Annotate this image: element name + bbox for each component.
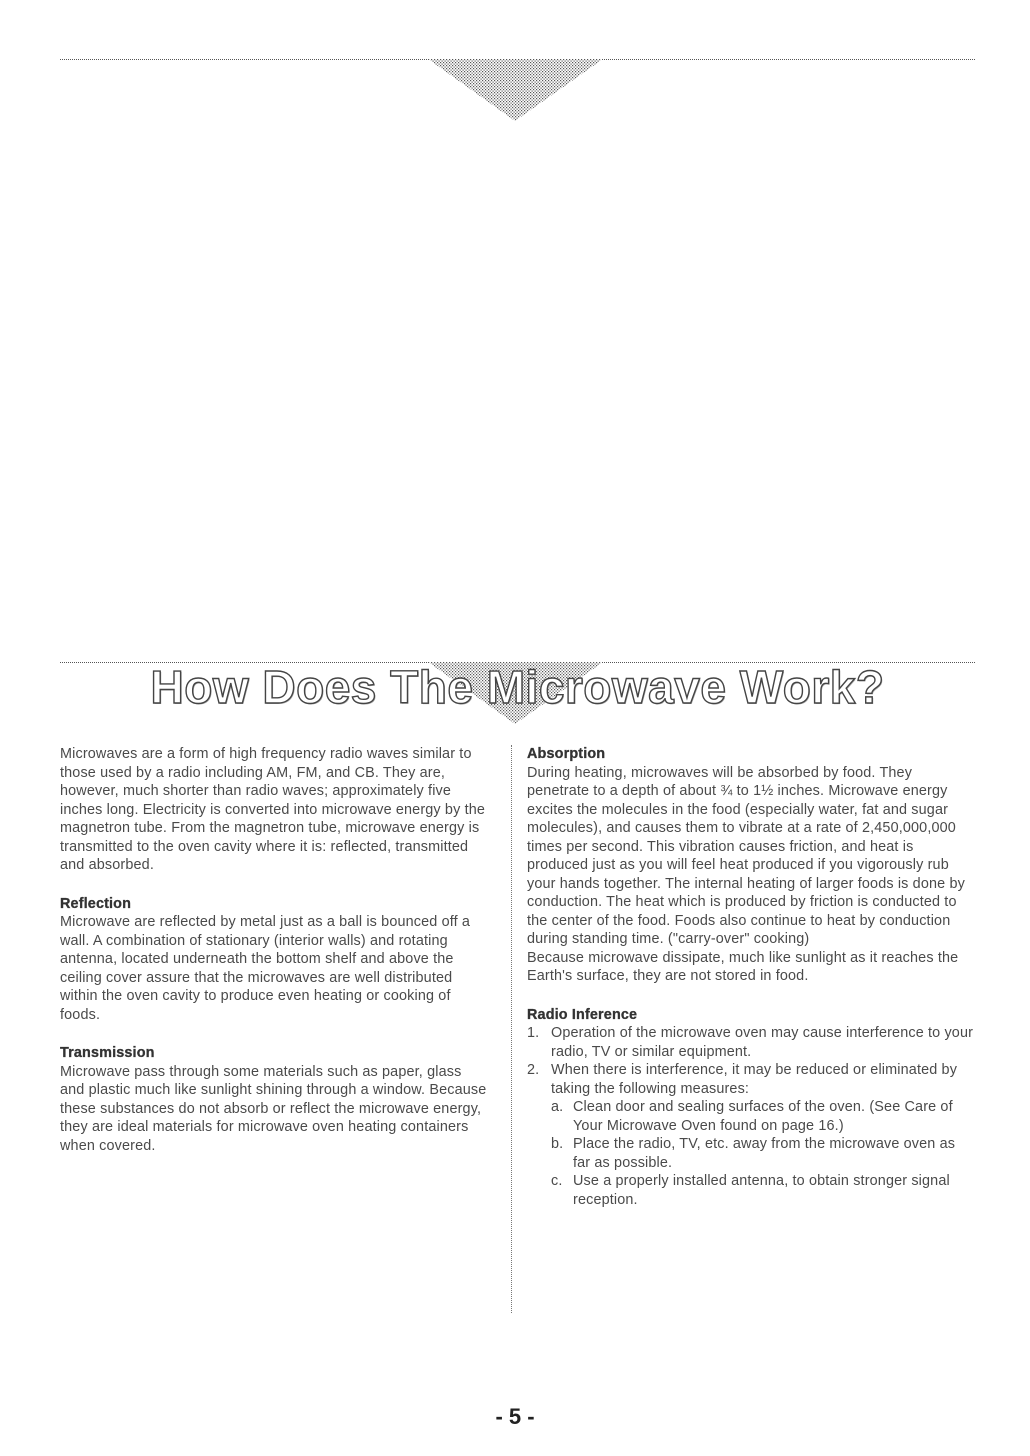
absorption-paragraph-2: Because microwave dissipate, much like sunlight as it reaches the Earth's surface, they are not stored in food. — [527, 949, 959, 984]
absorption-paragraph: During heating, microwaves will be absorbed by food. They penetrate to a depth of about ¾ to 1½ inches. Microwave energy excites the molecules in the food (especially water, fat and sugar molecules), and causes them to vibrate at a rate of 2,450,000,000 times per second. This vibration causes friction, and heat is produced just as you will feel heat produced if you vigorously rub your hands together. The internal heating of larger foods is done by conduction. The heat which is produced by friction is conducted to the center of the food. Foods also continue to heat by conduction during standing time. ("carry-over" cooking) — [527, 764, 965, 947]
intro-paragraph: Microwaves are a form of high frequency radio waves similar to those used by a radio including AM, FM, and CB. They are, however, much shorter than radio waves; approximately five inches long. Electricity is converted into microwave energy by the magnetron tube. From the magnetron tube, microwave energy is transmitted to the oven cavity where it is: reflected, transmitted and absorbed. — [60, 746, 486, 873]
list-item: 1. Operation of the microwave oven may cause interference to your radio, TV or similar equipment. — [527, 1025, 974, 1060]
reflection-paragraph: Microwave are reflected by metal just as a ball is bounced off a wall. A combination of stationary (interior walls) and rotating antenna, located underneath the bottom shelf and above the ceiling cover assure that the microwaves are well distributed within the oven cavity to produce even heating or cooking of foods. — [60, 914, 471, 1023]
left-column — [60, 745, 488, 1155]
radio-inference-heading: Radio Inference — [527, 1006, 638, 1023]
list-item: 2. When there is interference, it may be reduced or eliminated by taking the following measures: — [527, 1062, 958, 1097]
transmission-paragraph: Microwave pass through some materials such as paper, glass and plastic much like sunlight shining through a window. Because these substances do not absorb or reflect the microwave energy, they are ideal materials for microwave oven heating containers when covered. — [60, 1063, 487, 1154]
column-divider — [511, 745, 512, 1313]
sub-list-item: c. Use a properly installed antenna, to obtain stronger signal reception. — [551, 1173, 950, 1208]
sub-list-item: b. Place the radio, TV, etc. away from the microwave oven as far as possible. — [551, 1136, 956, 1171]
reflection-heading: Reflection — [60, 895, 132, 912]
top-triangle-ornament — [428, 59, 603, 121]
transmission-heading: Transmission — [60, 1045, 155, 1061]
absorption-heading: Absorption — [527, 746, 606, 762]
page-title: How Does The Microwave Work? — [150, 661, 885, 713]
page-number: - 5 - — [495, 1404, 535, 1429]
sub-list-item: a. Clean door and sealing surfaces of the oven. (See Care of Your Microwave Oven found on page 16.) — [551, 1099, 953, 1134]
right-column — [527, 745, 975, 1209]
